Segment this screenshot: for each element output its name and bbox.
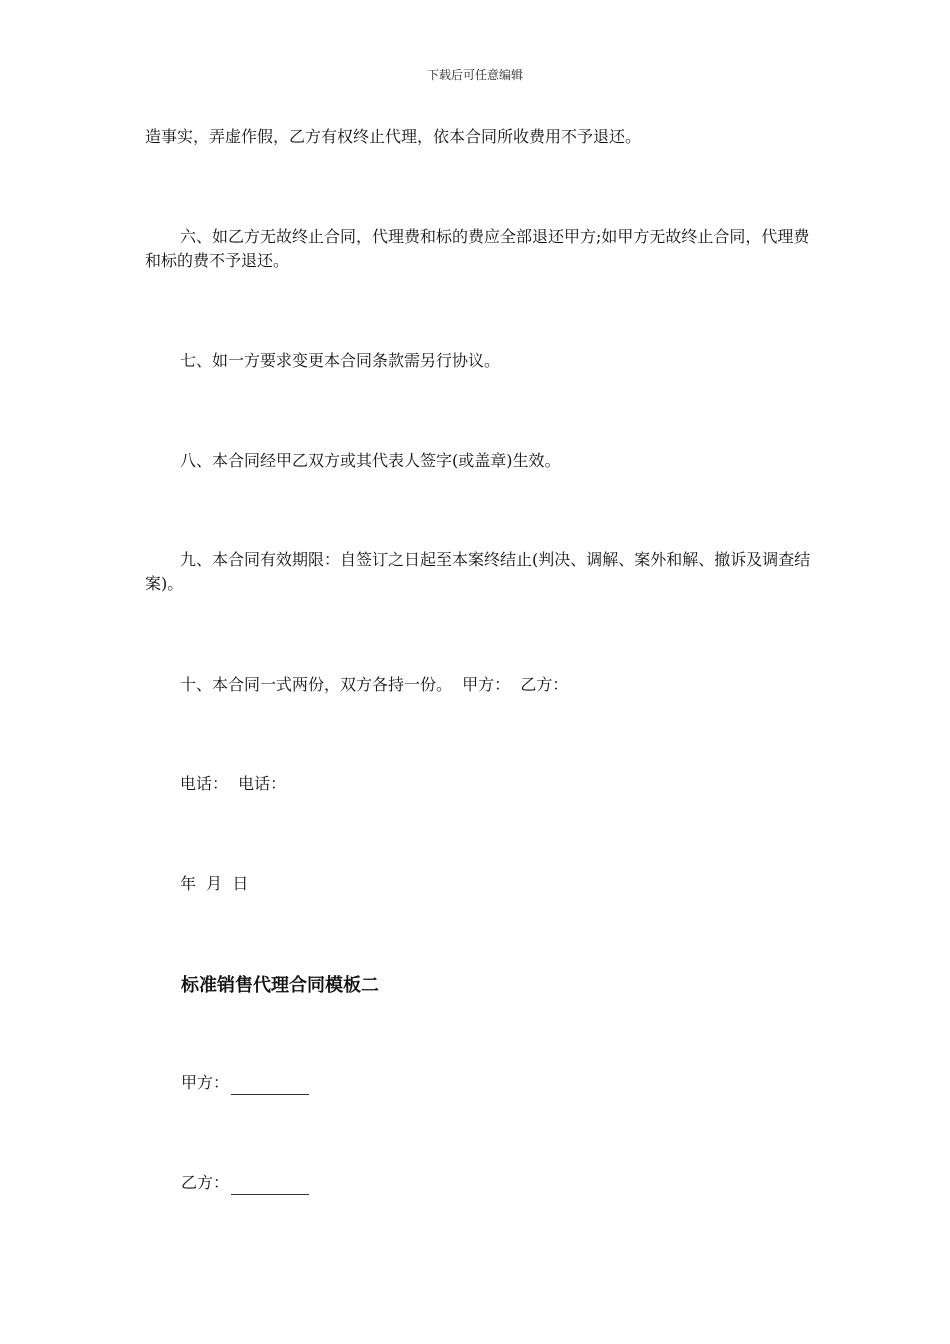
template-2-title: 标准销售代理合同模板二 xyxy=(181,975,379,996)
party-b-blank[interactable] xyxy=(231,1178,309,1195)
clause-8: 八、本合同经甲乙双方或其代表人签字(或盖章)生效。 xyxy=(180,451,561,470)
clause-6: 六、如乙方无故终止合同，代理费和标的费应全部退还甲方;如甲方无故终止合同，代理费和标的费不予退还。 xyxy=(145,227,810,270)
clause-10: 十、本合同一式两份，双方各持一份。 甲方： 乙方： xyxy=(180,675,569,694)
party-a-field xyxy=(181,1071,309,1095)
phone-line: 电话： 电话： xyxy=(180,774,287,793)
party-a-label: 甲方： xyxy=(181,1073,230,1092)
header-note: 下载后可任意编辑 xyxy=(426,68,523,82)
party-b-label: 乙方： xyxy=(181,1173,230,1192)
party-b-field xyxy=(181,1171,309,1195)
clause-7: 七、如一方要求变更本合同条款需另行协议。 xyxy=(180,351,501,370)
party-a-blank[interactable] xyxy=(231,1078,309,1095)
clause-9: 九、本合同有效期限：自签订之日起至本案终结止(判决、调解、案外和解、撤诉及调查结案)。 xyxy=(145,550,811,593)
date-line: 年 月 日 xyxy=(180,874,249,893)
paragraph-continuation: 造事实，弄虚作假，乙方有权终止代理，依本合同所收费用不予退还。 xyxy=(145,127,642,146)
